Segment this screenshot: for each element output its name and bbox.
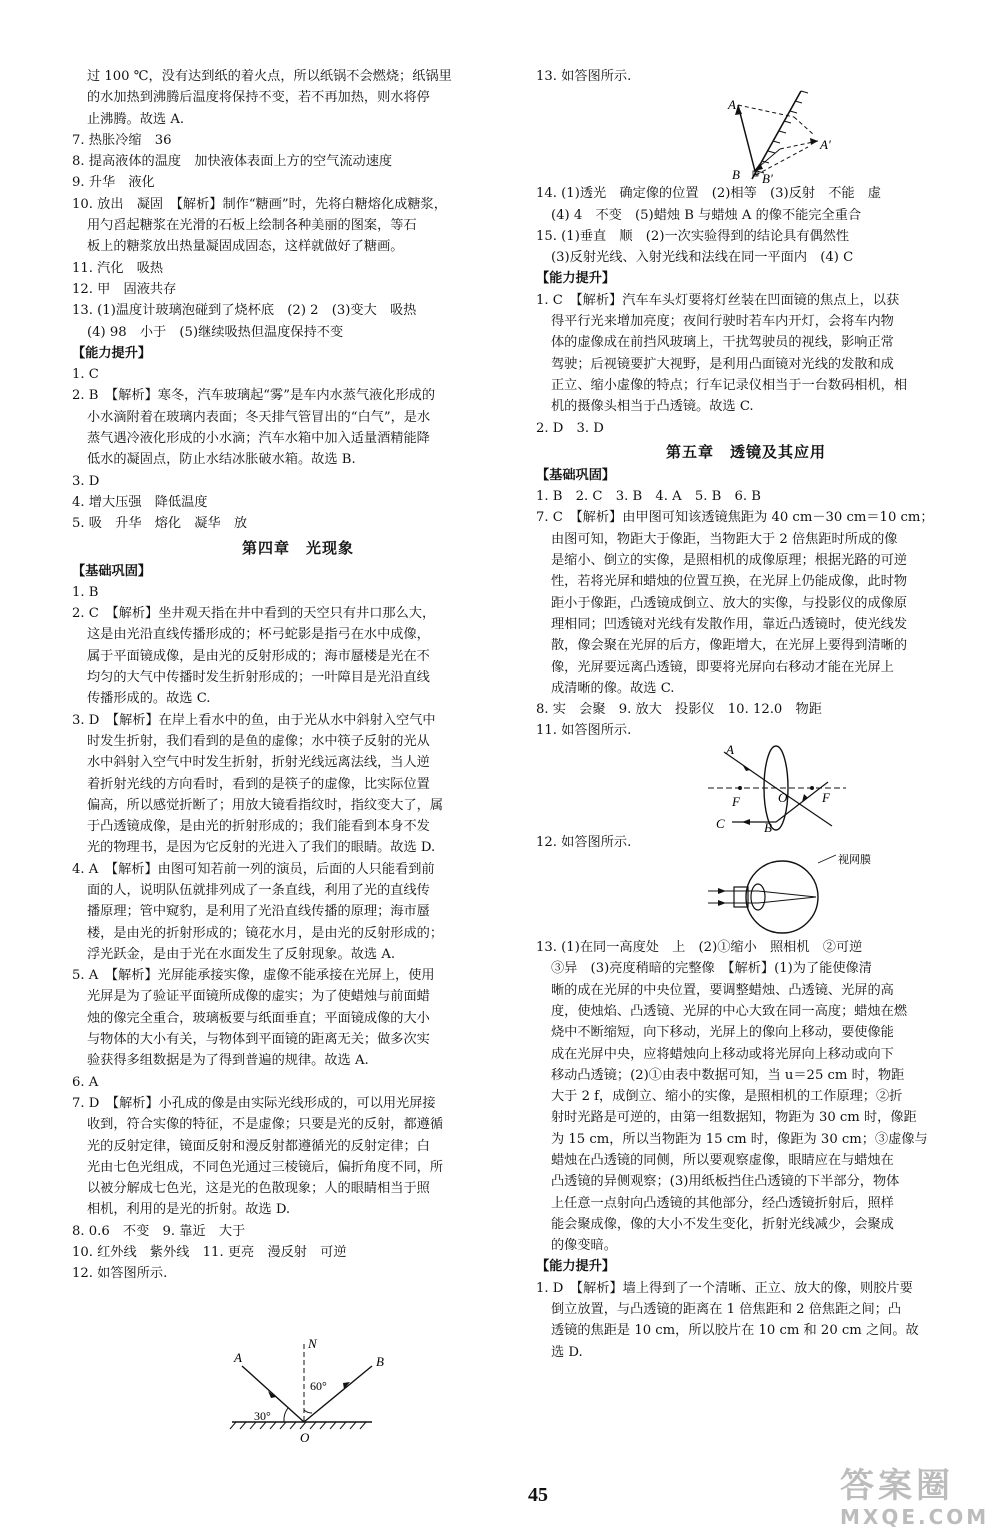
text-line: 6. A: [72, 1074, 99, 1090]
text-line: 7. C 【解析】由甲图可知该透镜焦距为 40 cm－30 cm＝10 cm；: [536, 510, 934, 526]
text-line: 上任意一点射向凸透镜的其他部分，经凸透镜折射后，照样: [551, 1195, 894, 1211]
text-line: 1. C: [72, 367, 99, 383]
watermark-line2: MXQE.COM: [840, 1505, 990, 1529]
text-line: 用勺舀起糖浆在光滑的石板上绘制各种美丽的图案，等石: [87, 218, 417, 234]
text-line: 光由七色光组成，不同色光通过三棱镜后，偏折角度不同，所: [87, 1159, 444, 1175]
text-line: 蒸气遇冷液化形成的小水滴；汽车水箱中加入适量酒精能降: [87, 431, 430, 447]
text-line: 12. 如答图所示.: [536, 834, 632, 850]
text-line: 4. A 【解析】由图可知若前一列的演员，后面的人只能看到前: [72, 861, 435, 877]
page-number: 45: [528, 1484, 548, 1506]
text-line: 小水滴附着在玻璃内表面；冬天排气管冒出的“白气”，是水: [87, 409, 431, 425]
text-line: 能会聚成像，像的大小不发生变化，折射光线减少，会聚成: [551, 1216, 894, 1232]
text-line: 收到，符合实像的特征，不是虚像；只要是光的反射，都遵循: [87, 1117, 444, 1133]
text-line: 像，光屏要远离凸透镜，即要将光屏向右移动才能在光屏上: [551, 659, 894, 675]
text-line: 过 100 ℃，没有达到纸的着火点，所以纸锅不会燃烧；纸锅里: [87, 69, 452, 84]
text-line: 体的虚像成在前挡风玻璃上，干扰驾驶员的视线，影响正常: [551, 335, 894, 351]
section-heading: 【能力提升】: [536, 271, 616, 287]
text-line: 10. 红外线 紫外线 11. 更亮 漫反射 可逆: [72, 1245, 347, 1261]
text-line: 机的摄像头相当于凸透镜。故选 C.: [551, 399, 754, 415]
figure-convex-lens-rays: [536, 742, 956, 832]
text-line: 度，使烛焰、凸透镜、光屏的中心大致在同一高度；蜡烛在燃: [551, 1003, 908, 1019]
fig-r2-label-b: B: [764, 819, 772, 832]
right-block-c: [536, 832, 956, 853]
text-line: 验获得多组数据是为了得到普遍的规律。故选 A.: [87, 1053, 369, 1069]
text-line: (3)反射光线、入射光线和法线在同一平面内 (4) C: [551, 250, 854, 266]
fig-left-label-o: O: [300, 1430, 310, 1445]
text-line: 11. 如答图所示.: [536, 723, 632, 739]
text-line: 属于平面镜成像，是由光的反射形成的；海市蜃楼是光在不: [87, 648, 430, 664]
right-block-a: [536, 66, 956, 87]
text-line: 1. B: [72, 584, 99, 600]
text-line: 性，若将光屏和蜡烛的位置互换，在光屏上仍能成像，此时物: [551, 574, 908, 590]
text-line: 1. C 【解析】汽车车头灯要将灯丝装在凹面镜的焦点上，以获: [536, 292, 900, 308]
text-line: 光的反射定律，镜面反射和漫反射都遵循光的反射定律；白: [87, 1138, 430, 1154]
text-line: 的水加热到沸腾后温度将保持不变，若不再加热，则水将停: [87, 90, 430, 106]
text-line: 11. 汽化 吸热: [72, 260, 164, 276]
fig-r1-label-a: A: [728, 97, 736, 113]
text-line: 烧中不断缩短，向下移动，光屏上的像向上移动，要使像能: [551, 1025, 894, 1041]
text-line: 5. A 【解析】光屏能承接实像，虚像不能承接在光屏上，使用: [72, 968, 435, 984]
text-line: 偏高，所以感觉折断了；用放大镜看指纹时，指纹变大了，属: [87, 797, 444, 813]
text-line: 8. 0.6 不变 9. 靠近 大于: [72, 1223, 246, 1239]
text-line: 相机，利用的是光的折射。故选 D.: [87, 1202, 291, 1218]
text-line: 止沸腾。故选 A.: [87, 111, 185, 127]
watermark-logo: [840, 1466, 990, 1530]
section-heading: 【能力提升】: [72, 345, 152, 361]
text-line: 光屏是为了验证平面镜所成像的虚实；为了使蜡烛与前面蜡: [87, 989, 430, 1005]
text-line: 10. 放出 凝固 【解析】制作“糖画”时，先将白糖熔化成糖浆，: [72, 196, 447, 212]
text-line: 是缩小、倒立的实像，是照相机的成像原理；根据光路的可逆: [551, 553, 908, 569]
text-line: 由图可知，物距大于像距，当物距大于 2 倍焦距时所成的像: [551, 531, 898, 547]
fig-r2-label-a: A: [726, 741, 734, 757]
text-line: 散，像会聚在光屏的后方，像距增大，在光屏上要得到清晰的: [551, 638, 908, 654]
chapter-heading: 第四章 光现象: [241, 538, 354, 557]
text-line: 的像变暗。: [551, 1238, 617, 1254]
text-line: 3. D: [72, 473, 100, 489]
text-line: 与物体的大小有关，与物体到平面镜的距离无关；做多次实: [87, 1032, 430, 1048]
text-line: 透镜的焦距是 10 cm，所以胶片在 10 cm 和 20 cm 之间。故: [551, 1323, 919, 1339]
text-line: 2. B 【解析】寒冬，汽车玻璃起“雾”是车内水蒸气液化形成的: [72, 388, 436, 404]
text-line: 面的人，说明队伍就排列成了一条直线，利用了光的直线传: [87, 882, 430, 898]
text-line: 正立、缩小虚像的特点；行车记录仪相当于一台数码相机，相: [551, 377, 908, 393]
figure-eye-diagram: [536, 853, 956, 937]
text-line: 1. D 【解析】墙上得到了一个清晰、正立、放大的像，则胶片要: [536, 1280, 913, 1296]
text-line: 3. D 【解析】在岸上看水中的鱼，由于光从水中斜射入空气中: [72, 712, 436, 728]
text-line: 为 15 cm，所以当物距为 15 cm 时，像距为 30 cm；③虚像与: [551, 1131, 928, 1147]
right-block-d: [536, 937, 956, 1363]
fig-r2-label-o: O: [778, 789, 788, 805]
text-line: 传播形成的。故选 C.: [87, 691, 211, 707]
text-line: 浮光跃金，是由于光在水面发生了反射现象。故选 A.: [87, 946, 396, 962]
text-line: 2. D 3. D: [536, 420, 604, 436]
text-line: 大于 2 f，成倒立、缩小的实像，是照相机的工作原理；②折: [551, 1089, 903, 1105]
text-line: 14. (1)透光 确定像的位置 (2)相等 (3)反射 不能 虚: [536, 186, 881, 202]
right-column: [536, 66, 956, 1363]
text-line: 4. 增大压强 降低温度: [72, 494, 208, 510]
watermark-line1: 答案圈: [840, 1466, 954, 1506]
text-line: 驾驶；后视镜要扩大视野，是利用凸面镜对光线的发散和成: [551, 356, 894, 372]
section-heading: 【基础巩固】: [72, 563, 152, 579]
chapter-heading: 第五章 透镜及其应用: [665, 442, 826, 461]
text-line: 7. D 【解析】小孔成的像是由实际光线形成的，可以用光屏接: [72, 1095, 436, 1111]
text-line: 成清晰的像。故选 C.: [551, 680, 675, 696]
fig-left-angle-60: 60°: [310, 1379, 327, 1393]
text-line: 1. B 2. C 3. B 4. A 5. B 6. B: [536, 489, 761, 505]
text-line: 12. 甲 固液共存: [72, 281, 177, 297]
text-line: 光的物理书，是因为它反射的光进入了我们的眼睛。故选 D.: [87, 840, 436, 856]
text-line: 凸透镜的异侧观察；(3)用纸板挡住凸透镜的下半部分，物体: [551, 1174, 900, 1190]
fig-r1-label-a-prime: A′: [820, 137, 831, 153]
section-heading: 【基础巩固】: [536, 467, 616, 483]
right-block-b: [536, 183, 956, 741]
text-line: 12. 如答图所示.: [72, 1266, 168, 1282]
fig-left-label-b: B: [376, 1354, 384, 1369]
text-line: 15. (1)垂直 顺 (2)一次实验得到的结论具有偶然性: [536, 228, 850, 244]
text-line: 于凸透镜成像，是由光的折射形成的；我们能看到本身不发: [87, 819, 430, 835]
text-line: 低水的凝固点，防止水结冰胀破水箱。故选 B.: [87, 452, 356, 468]
text-line: 成在光屏中央，应将蜡烛向上移动或将光屏向上移动或向下: [551, 1046, 894, 1062]
fig-left-label-n: N: [308, 1336, 317, 1351]
text-line: 移动凸透镜；(2)①由表中数据可知，当 u＝25 cm 时，物距: [551, 1067, 905, 1083]
text-line: 8. 实 会聚 9. 放大 投影仪 10. 12.0 物距: [536, 702, 822, 718]
text-line: 13. (1)温度计玻璃泡碰到了烧杯底 (2) 2 (3)变大 吸热: [72, 303, 417, 319]
section-heading: 【能力提升】: [536, 1259, 616, 1275]
text-line: 2. C 【解析】坐井观天指在井中看到的天空只有井口那么大，: [72, 606, 436, 622]
figure-reflection-normal: [72, 1336, 524, 1446]
fig-r2-label-f-right: F: [822, 789, 830, 805]
text-line: 8. 提高液体的温度 加快液体表面上方的空气流动速度: [72, 154, 393, 170]
fig-r1-label-b-prime: B′: [762, 171, 773, 184]
fig-r2-label-c: C: [716, 815, 725, 831]
text-line: 着折射光线的方向看时，看到的是筷子的虚像，比实际位置: [87, 776, 430, 792]
text-line: ③异 (3)亮度稍暗的完整像 【解析】(1)为了能使像清: [551, 961, 872, 977]
text-line: 蜡烛在凸透镜的同侧，所以要观察虚像，眼睛应在与蜡烛在: [551, 1152, 894, 1168]
text-line: 理相同；凹透镜对光线有发散作用，靠近凸透镜时，使光线发: [551, 616, 908, 632]
text-line: 9. 升华 液化: [72, 175, 155, 191]
left-column: [72, 66, 524, 1285]
text-line: 水中斜射入空气中时发生折射，折射光线远离法线，当人逆: [87, 755, 430, 771]
text-line: 时发生折射，我们看到的是鱼的虚像；水中筷子反射的光从: [87, 733, 430, 749]
text-line: 距小于像距，凸透镜成倒立、放大的实像，与投影仪的成像原: [551, 595, 908, 611]
fig-r1-label-b: B: [732, 167, 740, 183]
text-line: 板上的糖浆放出热量凝固成固态，这样就做好了糖画。: [87, 239, 404, 255]
text-line: 晰的成在光屏的中央位置，要调整蜡烛、凸透镜、光屏的高: [551, 982, 894, 998]
text-line: 7. 热胀冷缩 36: [72, 132, 172, 148]
text-line: 以被分解成七色光，这是光的色散现象；人的眼睛相当于照: [87, 1181, 430, 1197]
figure-plane-mirror-ab: [536, 87, 956, 183]
text-line: 倒立放置，与凸透镜的距离在 1 倍焦距和 2 倍焦距之间；凸: [551, 1302, 902, 1318]
text-line: 射时光路是可逆的，由第一组数据知，物距为 30 cm 时，像距: [551, 1110, 917, 1126]
text-line: 楼，是由光的折射形成的；镜花水月，是由光的反射形成的；: [87, 925, 444, 941]
text-line: 5. 吸 升华 熔化 凝华 放: [72, 516, 248, 532]
text-line: (4) 4 不变 (5)蜡烛 B 与蜡烛 A 的像不能完全重合: [551, 207, 862, 223]
fig-r3-label-retina: 视网膜: [838, 853, 871, 867]
text-line: (4) 98 小于 (5)继续吸热但温度保持不变: [87, 324, 344, 340]
text-line: 播原理；管中窥豹，是利用了光沿直线传播的原理；海市蜃: [87, 904, 430, 920]
text-line: 选 D.: [551, 1344, 583, 1360]
text-line: 得平行光来增加亮度；夜间行驶时若车内开灯，会将车内物: [551, 314, 894, 330]
text-line: 13. (1)在同一高度处 上 (2)①缩小 照相机 ②可逆: [536, 940, 863, 956]
text-line: 13. 如答图所示.: [536, 69, 632, 84]
text-line: 这是由光沿直线传播形成的；杯弓蛇影是指弓在水中成像，: [87, 627, 430, 643]
fig-r2-label-f-left: F: [732, 793, 740, 809]
text-line: 烛的像完全重合，玻璃板要与纸面垂直；平面镜成像的大小: [87, 1010, 430, 1026]
text-line: 均匀的大气中传播时发生折射形成的；一叶障目是光沿直线: [87, 670, 430, 686]
fig-left-angle-30: 30°: [254, 1409, 271, 1423]
fig-left-label-a: A: [234, 1350, 242, 1365]
